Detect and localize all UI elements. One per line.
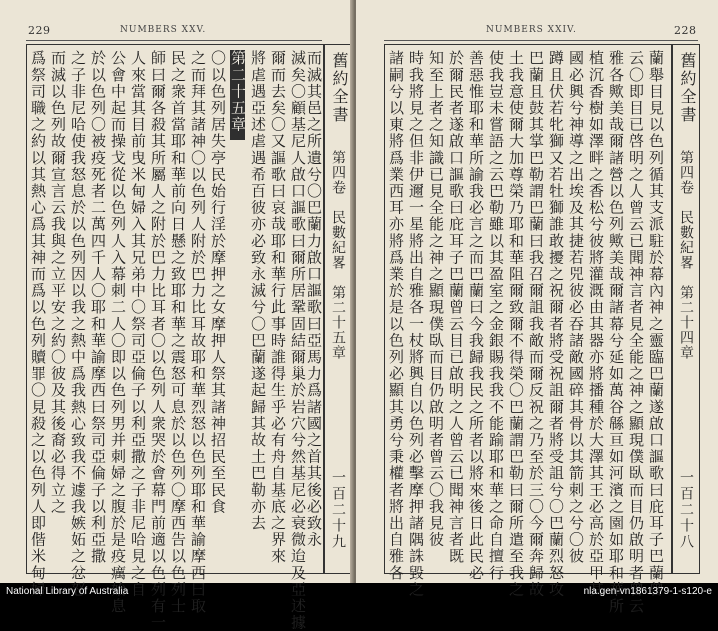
text-column: 巴蘭且鼓其掌巴勒謂巴蘭曰我召爾詛我敵而爾反祝之乃至於三〇今爾奔歸故 xyxy=(527,50,545,598)
chapter-heading-highlighted: 第二十五章 xyxy=(230,50,245,140)
text-column: 公會中起而操戈從以色列人入幕刺二人〇即以色列男并刺婦之腹於是疫癘始息 xyxy=(109,50,127,615)
text-column: 蘭舉目見以色列循其支派駐於幕內神之靈臨巴蘭遂啟口謳歌曰庇耳子巴蘭曾 xyxy=(647,50,665,598)
text-column: 國必興兮神導之出埃及其捷若兕彼必吞諸敵國碎其骨以其箭刺之兮〇彼 xyxy=(567,50,585,565)
text-column: 師曰爾各殺其所屬人之附於巴力比耳者〇以色列人衆哭於會幕門前適以色列有一 xyxy=(149,50,167,631)
book-title: 舊約全書 xyxy=(678,52,697,124)
text-column: 於爾民者遂啟口謳歌曰庇耳子巴蘭曾云目已啟明之人曾云已聞神言者既 xyxy=(447,50,465,565)
header-rule xyxy=(26,40,322,41)
text-column: 雅各歟美哉爾諸營以色列歟美哉爾諸幕兮延如萬谷緜亘如河濱之園如耶和華所 xyxy=(607,50,625,615)
text-column: 之子非尼哈使我怒息於以色列因以我之熱中爲我熱心致我不遽我嫉妬之忿怒 xyxy=(69,50,87,598)
running-header: NUMBERS XXV. xyxy=(120,25,207,35)
chapter-label: 第四卷 民數紀畧 第二十五章 xyxy=(330,150,346,360)
text-column: 爲祭司職之約以其熱心爲其神而爲以色列贖罪〇見殺之以色列人即偕米甸婦 xyxy=(29,50,47,598)
text-column: 云〇即目已啓明之人曾云已聞神言者見全能之神之顯現僕臥而目仍啟明者曾云 xyxy=(627,50,645,615)
text-column: 知至上者之知識已見全能之神之顯現僕臥而目仍啟明者曾云〇我見彼 xyxy=(427,50,445,548)
text-column: 於以色列〇被疫死者二萬四千人〇耶和華諭摩西曰祭司亞倫子以利亞撒 xyxy=(89,50,107,565)
page-number: 229 xyxy=(28,24,51,37)
library-credit: National Library of Australia xyxy=(6,586,129,597)
folio-number: 一百二十八 xyxy=(678,470,694,550)
text-column: 時我將見之但非伊邇一星將出自雅各一杖將興自以色列必擊摩押諸隅誅毀之 xyxy=(407,50,425,598)
text-column: 土我意使爾大加尊榮乃耶和華阻爾致爾不得榮〇巴蘭謂巴勒曰爾所遣至我之 xyxy=(507,50,525,598)
text-column: 而滅以色列故爾宣言云我與之立平安之約〇彼及其後裔必得立之 xyxy=(49,50,67,515)
item-identifier: nla.gen-vn1861379-1-s120-e xyxy=(583,586,712,597)
text-column: 爾而去矣〇又謳歌曰哀哉耶和華行此事時誰得生乎必有舟自基底之界來 xyxy=(269,50,287,565)
folio-number: 一百二十九 xyxy=(330,470,346,550)
text-column: 使我豈未嘗語之云巴勒雖以其盈室之金銀賜我我不能踰耶和華之命自擅行 xyxy=(487,50,505,582)
text-column: 植沉香樹如澤畔之香松兮彼將灌溉由其器亦將播種於大澤其王必高於亞甲其 xyxy=(587,50,605,598)
book-title: 舊約全書 xyxy=(330,52,349,124)
text-column: 滅矣〇顧基尼人啟口謳歌曰爾所居鞏固結爾巢於岩穴兮然基尼必衰微迨及亞述據 xyxy=(289,50,307,631)
text-column: 之而拜其諸神〇以色列人附於巴力比耳故耶和華烈怒以色列耶和華諭摩西曰取 xyxy=(189,50,207,615)
text-column: 而滅其邑之所遺兮〇巴蘭力啟口謳歌曰亞馬力爲諸國之首其後必致永 xyxy=(305,50,323,548)
header-rule xyxy=(384,40,698,41)
text-column: 〇以色列居失亭民始行淫於摩押之女摩押人祭其諸神招民至民食 xyxy=(209,50,227,515)
text-column: 諸嗣兮以東將爲業西耳亦將爲業於是以色列必顯其勇兮秉權者將出自雅各 xyxy=(387,50,405,582)
page-number: 228 xyxy=(674,24,697,37)
text-column: 將虐遇亞述虐遇希百彼亦必致永滅兮〇巴蘭遂起歸其故土巴勒亦去 xyxy=(249,50,267,532)
running-header: NUMBERS XXIV. xyxy=(486,25,577,35)
chapter-label: 第四卷 民數紀畧 第二十四章 xyxy=(678,150,694,360)
text-column: 民之衆首當耶和華前向日懸之致耶和華之震怒可息於以色列〇摩西告以色列士 xyxy=(169,50,187,615)
text-column: 善惡惟耶和華所諭我必言之而巴蘭曰今我歸我民之所者以將來後日此民必 xyxy=(467,50,485,582)
text-column: 人來當其目前曳米甸婦入其兄弟中〇祭司亞倫子以利亞撒之子非尼哈見之自 xyxy=(129,50,147,598)
text-column: 蹲且伏若牝獅又若牡獅誰敢擾之祝爾者將受祝詛爾者將受詛兮〇巴蘭烈怒攻 xyxy=(547,50,565,598)
